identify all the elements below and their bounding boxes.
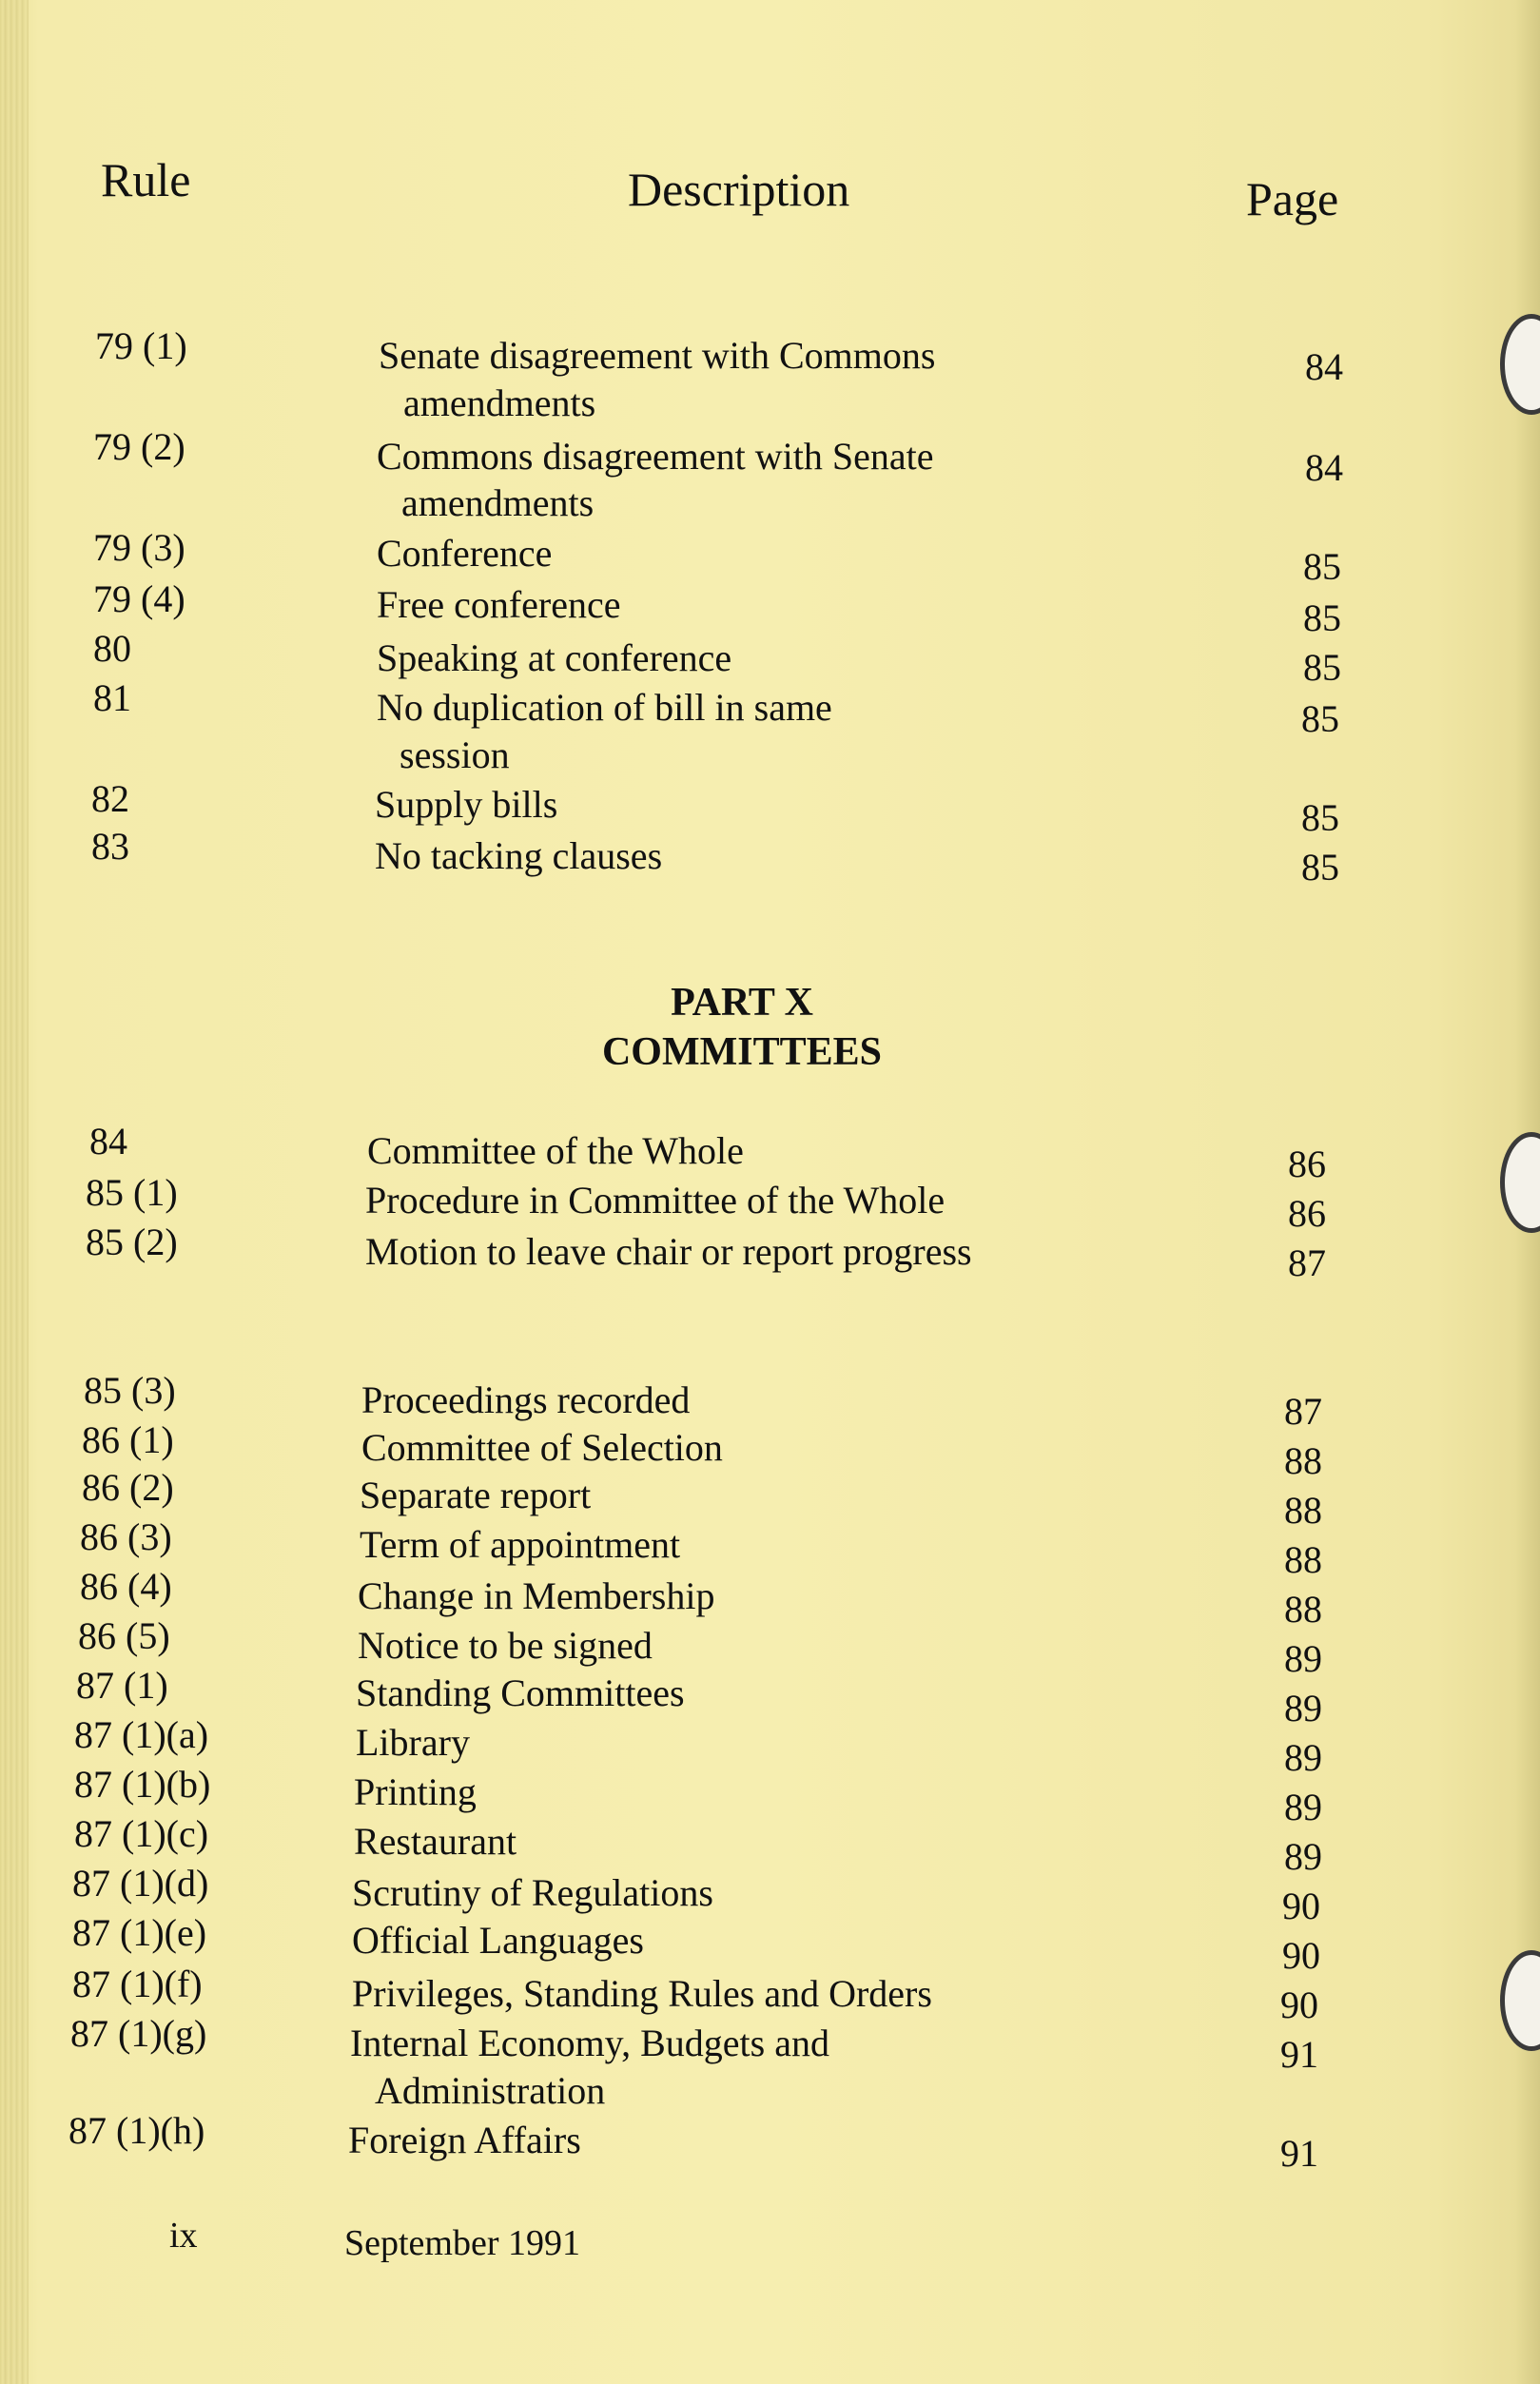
rule-number: 87 (1)(h) [68,2109,205,2152]
page-reference: 89 [1284,1637,1322,1680]
rule-description: Internal Economy, Budgets and [350,2022,829,2064]
page-reference: 87 [1284,1390,1322,1433]
part-title: PART X [671,981,813,1025]
page-reference: 89 [1284,1687,1322,1729]
page-reference: 87 [1288,1241,1326,1284]
rule-number: 84 [89,1120,127,1163]
rule-number: 85 (1) [86,1171,178,1214]
page-reference: 85 [1303,596,1341,639]
rule-number: 85 (2) [86,1221,178,1263]
page-reference: 84 [1305,345,1343,388]
rule-description: Notice to be signed [358,1624,653,1667]
rule-description: Commons disagreement with Senate [377,435,934,478]
rule-description: Senate disagreement with Commons [379,334,936,377]
rule-number: 86 (3) [80,1515,172,1558]
rule-number: 87 (1)(e) [72,1911,207,1954]
rule-description: Separate report [360,1474,592,1516]
page-reference: 86 [1288,1192,1326,1235]
rule-description: Standing Committees [356,1671,685,1714]
rule-number: 86 (4) [80,1565,172,1608]
rule-description: Conference [377,532,553,575]
page-reference: 85 [1303,545,1341,588]
rule-number: 87 (1)(a) [74,1713,209,1756]
rule-number: 86 (2) [82,1466,174,1509]
rule-number: 79 (1) [95,324,187,367]
rule-description: Scrutiny of Regulations [352,1871,713,1914]
rule-description: Proceedings recorded [361,1378,691,1421]
page-reference: 89 [1284,1835,1322,1878]
rule-number: 79 (2) [93,425,185,468]
rule-description: Library [356,1721,470,1764]
rule-description: Supply bills [375,783,558,826]
rule-description: Change in Membership [358,1574,715,1617]
footer-page-number: ix [169,2216,198,2256]
rule-description-continued: amendments [403,381,596,424]
page-reference: 90 [1282,1934,1320,1977]
page-reference: 88 [1284,1489,1322,1532]
rule-number: 86 (1) [82,1418,174,1461]
rule-description: Motion to leave chair or report progress [365,1230,972,1273]
page-reference: 86 [1288,1143,1326,1185]
rule-description: Official Languages [352,1919,644,1962]
part-subtitle: COMMITTEES [601,1030,883,1074]
page-reference: 88 [1284,1439,1322,1482]
rule-description: Foreign Affairs [348,2119,581,2161]
rule-description: Restaurant [354,1820,517,1863]
page-reference: 85 [1303,646,1341,689]
rule-number: 87 (1)(d) [72,1862,209,1905]
page-edge-left [0,0,29,2384]
rule-description-continued: amendments [401,481,595,524]
page-reference: 85 [1301,697,1339,740]
page-reference: 88 [1284,1538,1322,1581]
rule-number: 87 (1)(g) [70,2012,207,2055]
page-reference: 88 [1284,1588,1322,1631]
page-reference: 89 [1284,1786,1322,1828]
rule-number: 87 (1)(b) [74,1763,211,1806]
page-reference: 91 [1280,2033,1318,2076]
page-reference: 91 [1280,2132,1318,2175]
rule-description: Privileges, Standing Rules and Orders [352,1972,932,2015]
rule-description: Procedure in Committee of the Whole [365,1179,945,1221]
rule-description: Printing [354,1770,477,1813]
rule-number: 80 [93,627,131,670]
rule-description: Speaking at conference [377,636,732,679]
page-reference: 89 [1284,1736,1322,1779]
rule-description: Term of appointment [360,1523,681,1566]
rule-description-continued: session [400,733,510,776]
rule-description: No duplication of bill in same [377,686,832,729]
description-column-header: Description [628,163,850,216]
rule-description: No tacking clauses [375,834,663,877]
rule-description: Committee of Selection [361,1426,723,1469]
rule-number: 86 (5) [78,1614,170,1657]
rule-number: 87 (1)(f) [72,1963,203,2005]
rule-number: 85 (3) [84,1369,176,1412]
rule-description: Committee of the Whole [367,1129,744,1172]
rule-number: 87 (1)(c) [74,1812,209,1855]
page-reference: 85 [1301,846,1339,889]
rule-number: 83 [91,825,129,868]
page-reference: 85 [1301,796,1339,839]
page-column-header: Page [1246,172,1339,225]
rule-column-header: Rule [101,153,191,206]
page-reference: 84 [1305,446,1343,489]
rule-number: 79 (4) [93,577,185,620]
page-reference: 90 [1282,1885,1320,1927]
rule-number: 81 [93,676,131,719]
rule-number: 87 (1) [76,1664,168,1707]
page-reference: 90 [1280,1983,1318,2026]
rule-number: 79 (3) [93,526,185,569]
rule-description: Free conference [377,583,621,626]
footer-date: September 1991 [344,2223,581,2263]
rule-description-continued: Administration [375,2069,606,2112]
rule-number: 82 [91,777,129,820]
